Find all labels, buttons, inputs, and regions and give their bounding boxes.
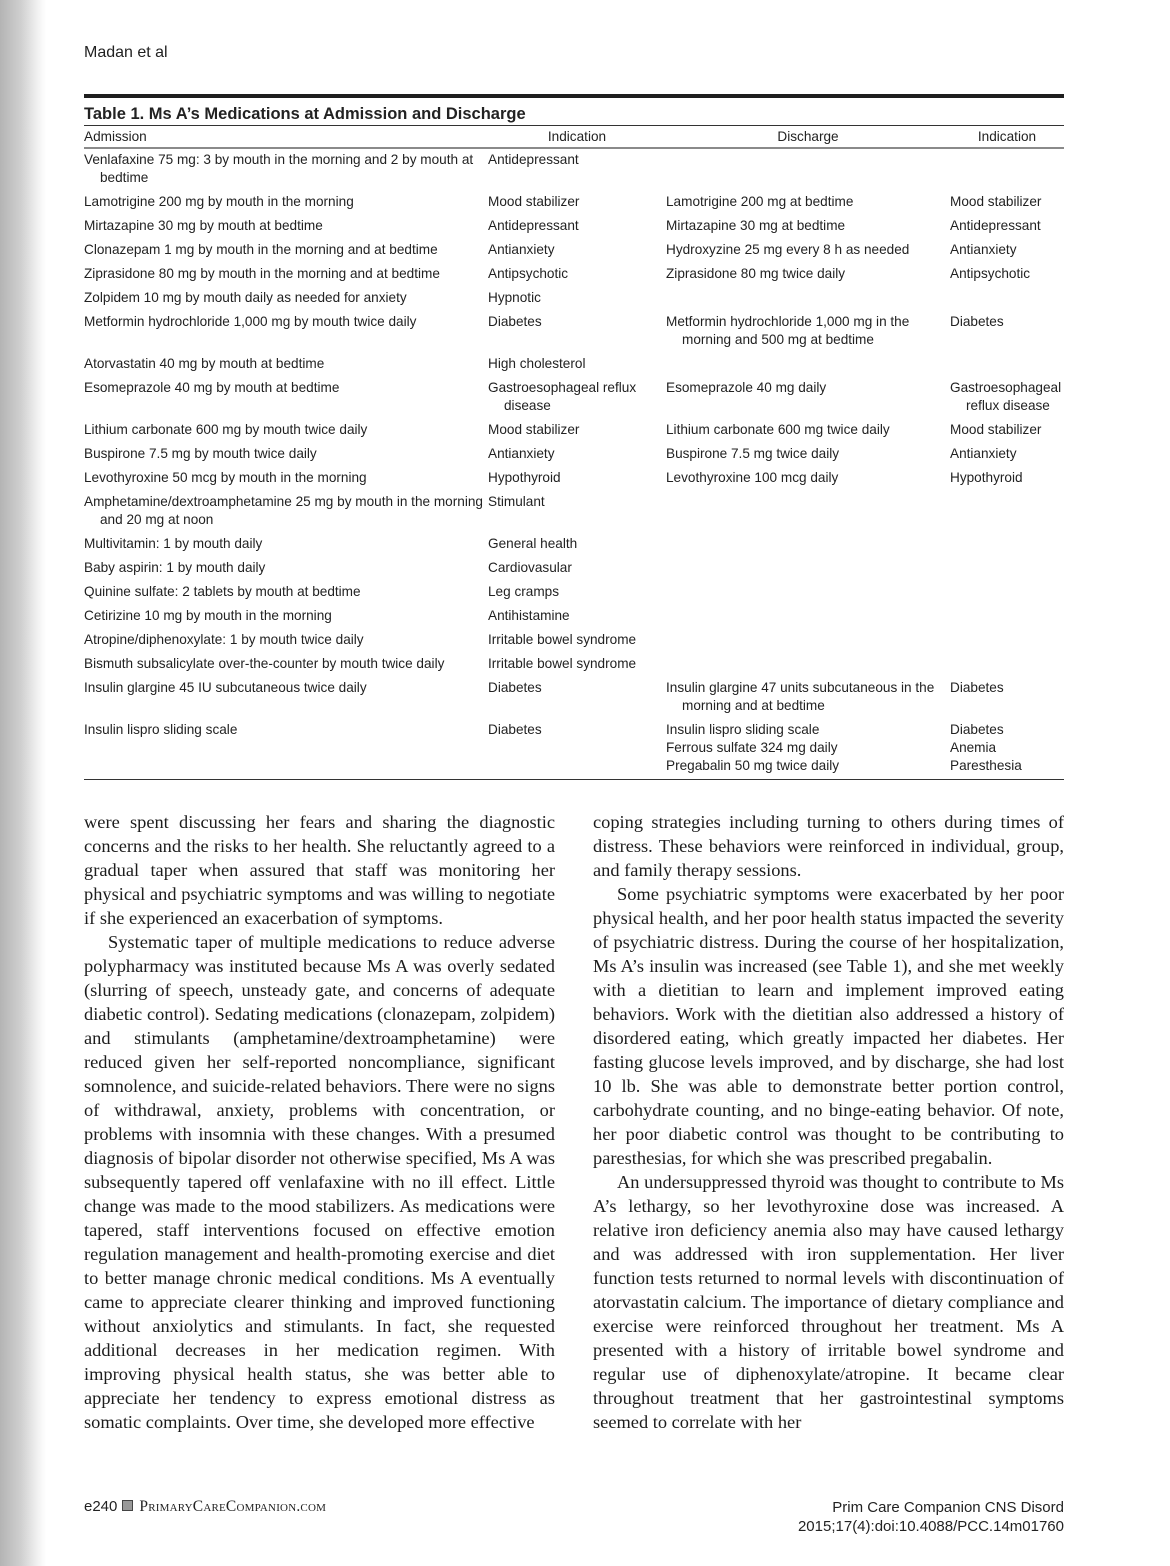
admission-cell (84, 677, 488, 719)
admission-indication-cell (488, 353, 666, 377)
discharge-cell-text: Levothyroxine 100 mcg daily (666, 470, 839, 485)
admission-cell-text: Atropine/diphenoxylate: 1 by mouth twice daily (84, 632, 364, 647)
discharge-cell (666, 353, 950, 377)
discharge-indication-cell-text: Paresthesia (950, 758, 1022, 773)
header-admission-indication: Indication (488, 126, 666, 148)
discharge-cell-text: Buspirone 7.5 mg twice daily (666, 446, 840, 461)
admission-indication-cell-text: Diabetes (488, 314, 542, 329)
admission-cell (84, 629, 488, 653)
discharge-cell (666, 581, 950, 605)
discharge-indication-cell (950, 491, 1064, 533)
table-row (84, 467, 1064, 491)
admission-cell (84, 491, 488, 533)
admission-cell (84, 377, 488, 419)
table-row (84, 557, 1064, 581)
discharge-cell (666, 311, 950, 353)
admission-indication-cell (488, 533, 666, 557)
discharge-cell (666, 215, 950, 239)
table-header-row (84, 126, 1064, 148)
admission-indication-cell-text: General health (488, 536, 578, 551)
admission-cell (84, 215, 488, 239)
admission-indication-cell (488, 287, 666, 311)
admission-cell-text: Bismuth subsalicylate over-the-counter by mouth twice daily (84, 656, 445, 671)
table-row (84, 377, 1064, 419)
discharge-cell (666, 467, 950, 491)
table-row (84, 443, 1064, 467)
admission-indication-cell-text: Hypnotic (488, 290, 541, 305)
admission-indication-cell (488, 653, 666, 677)
discharge-indication-cell (950, 263, 1064, 287)
admission-indication-cell (488, 605, 666, 629)
table-row (84, 419, 1064, 443)
table-row (84, 148, 1064, 191)
table-row (84, 215, 1064, 239)
journal-name: Prim Care Companion CNS Disord (832, 1499, 1064, 1516)
discharge-cell (666, 557, 950, 581)
admission-indication-cell-text: Diabetes (488, 680, 542, 695)
discharge-cell (666, 148, 950, 191)
admission-cell (84, 311, 488, 353)
admission-indication-cell-text: Antidepressant (488, 152, 579, 167)
table-row (84, 263, 1064, 287)
discharge-indication-cell-text: Gastroesophageal reflux disease (950, 380, 1062, 413)
discharge-indication-cell (950, 148, 1064, 191)
table-row (84, 653, 1064, 677)
discharge-indication-cell-text: Antianxiety (950, 242, 1017, 257)
doi-citation[interactable]: 2015;17(4):doi:10.4088/PCC.14m01760 (797, 1518, 1064, 1535)
discharge-cell-text: Ferrous sulfate 324 mg daily (666, 740, 838, 755)
discharge-indication-cell (950, 677, 1064, 719)
discharge-indication-cell (950, 419, 1064, 443)
discharge-indication-cell (950, 239, 1064, 263)
discharge-indication-cell (950, 191, 1064, 215)
admission-indication-cell-text: Antipsychotic (488, 266, 569, 281)
paragraph: Some psychiatric symptoms were exacerbated by her poor physical health, and her poor health status impacted the severity of psychiatric distress. During the course of her hospitalization, Ms A’s insulin was increased (see Table 1), and she met weekly with a dietitian to learn and implement improved eating behaviors. Work with the dietitian also addressed a history of disordered eating, which greatly impacted her diabetes. Her fasting glucose levels improved, and by discharge, she had lost 10 lb. She was able to demonstrate better portion control, carbohydrate counting, and no binge-eating behavior. Of note, her poor diabetic control was thought to be contributing to paresthesias, for which she was prescribed pregabalin. (593, 884, 1064, 1168)
admission-indication-cell (488, 419, 666, 443)
admission-indication-cell (488, 467, 666, 491)
discharge-cell (666, 239, 950, 263)
admission-indication-cell-text: Hypothyroid (488, 470, 561, 485)
discharge-cell (666, 377, 950, 419)
admission-cell-text: Lamotrigine 200 mg by mouth in the morning (84, 194, 354, 209)
admission-indication-cell-text: Cardiovasular (488, 560, 572, 575)
admission-cell-text: Zolpidem 10 mg by mouth daily as needed for anxiety (84, 290, 407, 305)
admission-cell-text: Esomeprazole 40 mg by mouth at bedtime (84, 380, 340, 395)
header-admission: Admission (84, 126, 488, 148)
discharge-cell-text: Lamotrigine 200 mg at bedtime (666, 194, 854, 209)
discharge-indication-cell (950, 311, 1064, 353)
table-row (84, 677, 1064, 719)
body-column-left (84, 810, 555, 1434)
table-row (84, 239, 1064, 263)
admission-cell-text: Insulin glargine 45 IU subcutaneous twice daily (84, 680, 367, 695)
admission-indication-cell-text: Antianxiety (488, 446, 555, 461)
discharge-cell (666, 533, 950, 557)
square-bullet-icon (122, 1500, 133, 1511)
discharge-indication-cell (950, 719, 1064, 780)
discharge-indication-cell (950, 377, 1064, 419)
discharge-cell (666, 191, 950, 215)
medications-table (84, 126, 1064, 780)
discharge-cell-text: Pregabalin 50 mg twice daily (666, 758, 840, 773)
admission-cell (84, 239, 488, 263)
admission-cell (84, 653, 488, 677)
header-discharge: Discharge (666, 126, 950, 148)
table-row (84, 581, 1064, 605)
discharge-cell (666, 719, 950, 780)
running-head: Madan et al (84, 44, 168, 61)
admission-cell-text: Venlafaxine 75 mg: 3 by mouth in the morning and 2 by mouth at bedtime (84, 152, 474, 185)
discharge-indication-cell (950, 287, 1064, 311)
admission-indication-cell (488, 215, 666, 239)
admission-cell (84, 581, 488, 605)
admission-cell-text: Insulin lispro sliding scale (84, 722, 238, 737)
discharge-indication-cell (950, 215, 1064, 239)
table-row (84, 311, 1064, 353)
admission-cell-text: Multivitamin: 1 by mouth daily (84, 536, 263, 551)
admission-indication-cell (488, 629, 666, 653)
admission-cell (84, 557, 488, 581)
discharge-indication-cell-text: Diabetes (950, 314, 1004, 329)
table-row (84, 629, 1064, 653)
discharge-cell-text: Hydroxyzine 25 mg every 8 h as needed (666, 242, 910, 257)
discharge-indication-cell-text: Antianxiety (950, 446, 1017, 461)
admission-indication-cell (488, 239, 666, 263)
admission-indication-cell-text: Stimulant (488, 494, 545, 509)
discharge-indication-cell (950, 581, 1064, 605)
header-discharge-indication: Indication (950, 126, 1064, 148)
paragraph: coping strategies including turning to others during times of distress. These behaviors were reinforced in individual, group, and family therapy sessions. (593, 812, 1064, 880)
admission-indication-cell (488, 377, 666, 419)
discharge-cell-text: Esomeprazole 40 mg daily (666, 380, 827, 395)
table-row (84, 533, 1064, 557)
discharge-cell-text: Lithium carbonate 600 mg twice daily (666, 422, 890, 437)
admission-indication-cell (488, 677, 666, 719)
discharge-indication-cell-text: Mood stabilizer (950, 422, 1042, 437)
discharge-indication-cell-text: Anemia (950, 740, 997, 755)
paragraph: An undersuppressed thyroid was thought to contribute to Ms A’s lethargy, so her levothyroxine dose was increased. A relative iron deficiency anemia also may have caused lethargy and was addressed with iron supplementation. Her liver function tests returned to normal levels with discontinuation of atorvastatin calcium. The importance of dietary compliance and exercise were reinforced throughout her treatment. Ms A presented with a history of irritable bowel syndrome and regular use of diphenoxylate/atropine. It became clear throughout treatment that her gastrointestinal symptoms seemed to correlate with her (593, 1172, 1064, 1432)
admission-cell (84, 287, 488, 311)
admission-cell (84, 443, 488, 467)
admission-cell-text: Ziprasidone 80 mg by mouth in the morning and at bedtime (84, 266, 440, 281)
admission-indication-cell-text: Mood stabilizer (488, 422, 580, 437)
admission-indication-cell (488, 191, 666, 215)
table-row (84, 353, 1064, 377)
discharge-cell (666, 677, 950, 719)
admission-indication-cell-text: Antihistamine (488, 608, 570, 623)
discharge-indication-cell (950, 353, 1064, 377)
paragraph: were spent discussing her fears and sharing the diagnostic concerns and the risks to her health. She reluctantly agreed to a gradual taper when assured that staff was monitoring her physical and psychiatric symptoms and was willing to negotiate if she experienced an exacerbation of symptoms. (84, 812, 555, 928)
discharge-indication-cell-text: Diabetes (950, 722, 1004, 737)
admission-cell-text: Atorvastatin 40 mg by mouth at bedtime (84, 356, 325, 371)
table-row (84, 491, 1064, 533)
admission-cell (84, 467, 488, 491)
table-row (84, 287, 1064, 311)
footer-left (84, 1498, 326, 1516)
discharge-cell-text: Metformin hydrochloride 1,000 mg in the morning and 500 mg at bedtime (666, 314, 910, 347)
table-row (84, 719, 1064, 780)
discharge-indication-cell (950, 605, 1064, 629)
discharge-indication-cell-text: Diabetes (950, 680, 1004, 695)
discharge-cell (666, 491, 950, 533)
admission-indication-cell (488, 148, 666, 191)
discharge-indication-cell (950, 443, 1064, 467)
admission-indication-cell-text: Irritable bowel syndrome (488, 632, 637, 647)
discharge-indication-cell (950, 533, 1064, 557)
admission-indication-cell (488, 557, 666, 581)
discharge-cell (666, 653, 950, 677)
discharge-cell (666, 629, 950, 653)
admission-cell-text: Buspirone 7.5 mg by mouth twice daily (84, 446, 317, 461)
table-title: Table 1. Ms A’s Medications at Admission and Discharge (84, 98, 1064, 126)
admission-cell-text: Clonazepam 1 mg by mouth in the morning and at bedtime (84, 242, 438, 257)
admission-cell (84, 719, 488, 780)
medications-table-block (84, 94, 1064, 780)
admission-indication-cell-text: Leg cramps (488, 584, 560, 599)
admission-indication-cell (488, 311, 666, 353)
admission-cell (84, 605, 488, 629)
admission-cell-text: Cetirizine 10 mg by mouth in the morning (84, 608, 332, 623)
discharge-indication-cell-text: Mood stabilizer (950, 194, 1042, 209)
admission-cell (84, 533, 488, 557)
admission-cell (84, 353, 488, 377)
admission-indication-cell-text: Irritable bowel syndrome (488, 656, 637, 671)
admission-cell-text: Levothyroxine 50 mcg by mouth in the morning (84, 470, 367, 485)
discharge-indication-cell (950, 653, 1064, 677)
admission-cell (84, 191, 488, 215)
discharge-indication-cell-text: Hypothyroid (950, 470, 1023, 485)
discharge-cell-text: Insulin lispro sliding scale (666, 722, 820, 737)
discharge-indication-cell (950, 467, 1064, 491)
admission-indication-cell-text: Antidepressant (488, 218, 579, 233)
admission-indication-cell (488, 581, 666, 605)
admission-cell (84, 263, 488, 287)
discharge-cell (666, 419, 950, 443)
discharge-cell-text: Mirtazapine 30 mg at bedtime (666, 218, 846, 233)
table-row (84, 605, 1064, 629)
table-row (84, 191, 1064, 215)
admission-cell (84, 419, 488, 443)
body-column-right (593, 810, 1064, 1434)
admission-indication-cell-text: Diabetes (488, 722, 542, 737)
discharge-cell (666, 287, 950, 311)
discharge-indication-cell (950, 629, 1064, 653)
discharge-cell (666, 263, 950, 287)
admission-indication-cell (488, 719, 666, 780)
discharge-cell-text: Insulin glargine 47 units subcutaneous in the morning and at bedtime (666, 680, 935, 713)
admission-indication-cell (488, 263, 666, 287)
discharge-cell (666, 443, 950, 467)
admission-cell-text: Metformin hydrochloride 1,000 mg by mouth twice daily (84, 314, 417, 329)
page-number: e240 (84, 1498, 118, 1515)
admission-cell (84, 148, 488, 191)
admission-indication-cell-text: High cholesterol (488, 356, 586, 371)
journal-website-link[interactable]: PrimaryCareCompanion.com (139, 1498, 327, 1515)
admission-indication-cell (488, 491, 666, 533)
admission-cell-text: Mirtazapine 30 mg by mouth at bedtime (84, 218, 323, 233)
footer-right (798, 1498, 1064, 1536)
admission-cell-text: Lithium carbonate 600 mg by mouth twice daily (84, 422, 368, 437)
admission-cell-text: Amphetamine/dextroamphetamine 25 mg by mouth in the morning and 20 mg at noon (84, 494, 483, 527)
admission-cell-text: Quinine sulfate: 2 tablets by mouth at bedtime (84, 584, 361, 599)
admission-indication-cell-text: Gastroesophageal reflux disease (488, 380, 637, 413)
admission-indication-cell (488, 443, 666, 467)
discharge-cell-text: Ziprasidone 80 mg twice daily (666, 266, 846, 281)
admission-indication-cell-text: Mood stabilizer (488, 194, 580, 209)
admission-indication-cell-text: Antianxiety (488, 242, 555, 257)
discharge-cell (666, 605, 950, 629)
page-edge-shadow (0, 0, 46, 1566)
paragraph: Systematic taper of multiple medications to reduce adverse polypharmacy was instituted because Ms A was overly sedated (slurring of speech, unsteady gate, and concerns of adequate diabetic control). Sedating medications (clonazepam, zolpidem) and stimulants (amphetamine/dextroamphetamine) were reduced given her self-reported noncompliance, significant somnolence, and suicide-related behaviors. There were no signs of withdrawal, anxiety, problems with concentration, or problems with insomnia with these changes. With a presumed diagnosis of bipolar disorder not otherwise specified, Ms A was subsequently tapered off venlafaxine with no ill effect. Little change was made to the mood stabilizers. As medications were tapered, staff interventions focused on effective emotion regulation management and health-promoting exercise and diet to better manage chronic medical conditions. Ms A eventually came to appreciate clearer thinking and improved functioning without anxiolytics and stimulants. In fact, she requested additional decreases in her medication regimen. With improving physical health status, she was better able to appreciate her tendency to express emotional distress as somatic complaints. Over time, she developed more effective (84, 932, 555, 1432)
discharge-indication-cell-text: Antipsychotic (950, 266, 1031, 281)
discharge-indication-cell (950, 557, 1064, 581)
discharge-indication-cell-text: Antidepressant (950, 218, 1041, 233)
admission-cell-text: Baby aspirin: 1 by mouth daily (84, 560, 266, 575)
